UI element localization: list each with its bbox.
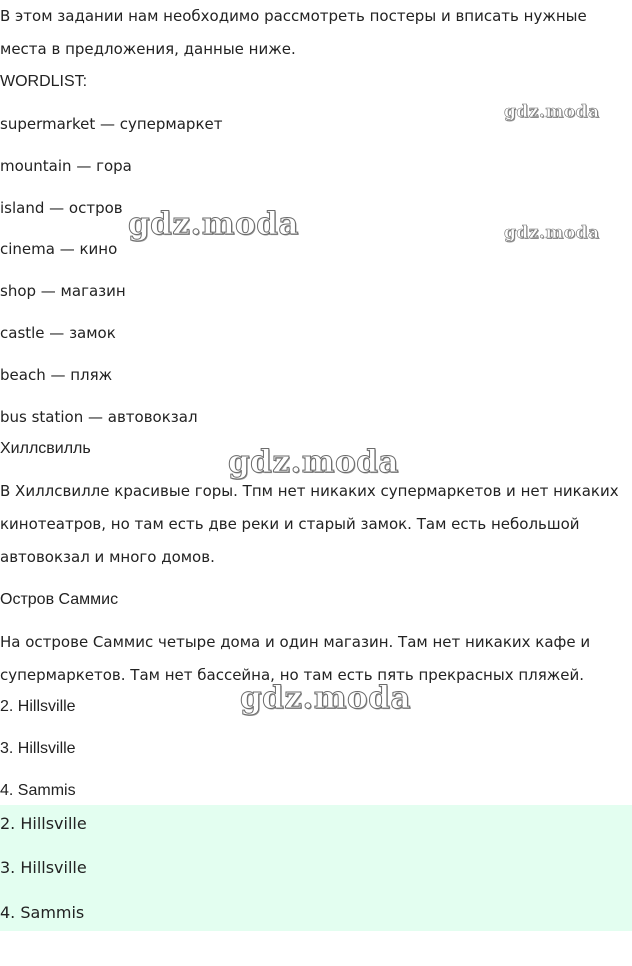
wordlist-item: supermarket — супермаркет: [0, 115, 223, 133]
wordlist-item: beach — пляж: [0, 366, 113, 384]
wordlist-item: castle — замок: [0, 324, 116, 342]
answers-highlight-box: [0, 805, 632, 931]
watermark: gdz.moda: [240, 680, 411, 716]
hillsville-line-2: кинотеатров, но там есть две реки и старый замок. Там есть небольшой: [0, 515, 580, 533]
sammis-line-1: На острове Саммис четыре дома и один магазин. Там нет никаких кафе и: [0, 633, 591, 651]
watermark: gdz.moda: [504, 223, 600, 243]
wordlist-item: shop — магазин: [0, 282, 126, 300]
highlighted-answer: 4. Sammis: [0, 903, 85, 922]
intro-line-2: места в предложения, данные ниже.: [0, 40, 296, 58]
sammis-line-2: супермаркетов. Там нет бассейна, но там есть пять прекрасных пляжей.: [0, 666, 585, 684]
answer-item: 2. Hillsville: [0, 698, 76, 715]
wordlist-heading: WORDLIST:: [0, 73, 88, 90]
wordlist-item: cinema — кино: [0, 240, 118, 258]
sammis-title: Остров Саммис: [0, 591, 119, 608]
hillsville-line-1: В Хиллсвилле красивые горы. Тпм нет никаких супермаркетов и нет никаких: [0, 482, 619, 500]
wordlist-item: bus station — автовокзал: [0, 408, 198, 426]
hillsville-line-3: автовокзал и много домов.: [0, 548, 215, 566]
highlighted-answer: 2. Hillsville: [0, 814, 87, 833]
intro-line-1: В этом задании нам необходимо рассмотреть постеры и вписать нужные: [0, 7, 587, 25]
watermark: gdz.moda: [504, 102, 600, 122]
hillsville-title: Хиллсвилль: [0, 440, 91, 457]
wordlist-item: island — остров: [0, 199, 123, 217]
highlighted-answer: 3. Hillsville: [0, 858, 87, 877]
answer-item: 4. Sammis: [0, 782, 76, 799]
answer-item: 3. Hillsville: [0, 740, 76, 757]
watermark: gdz.moda: [128, 206, 299, 242]
watermark: gdz.moda: [228, 444, 399, 480]
wordlist-item: mountain — гора: [0, 157, 132, 175]
